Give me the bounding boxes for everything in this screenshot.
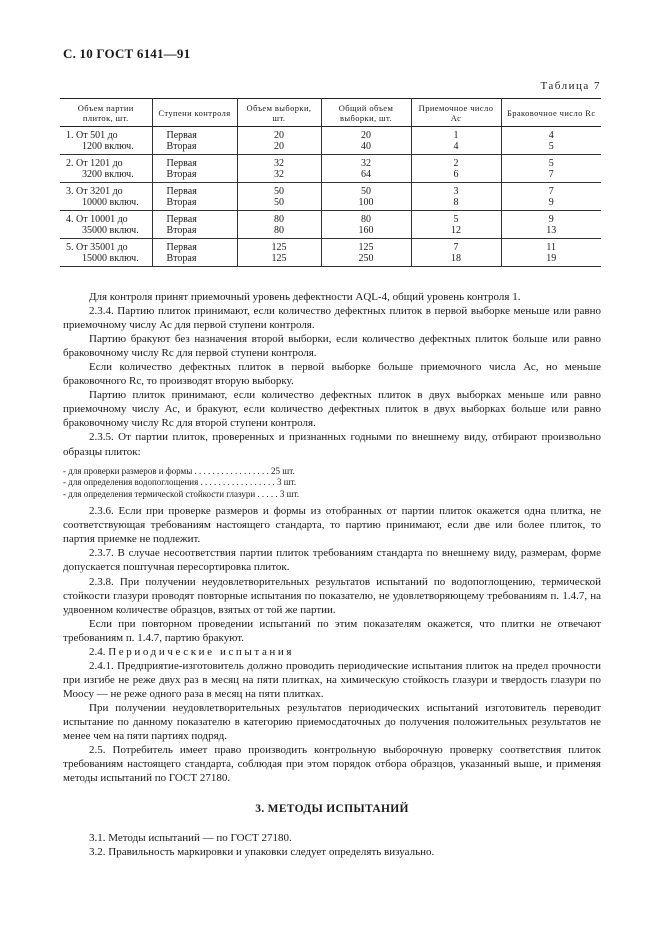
cell-total: 80 160 — [321, 211, 411, 239]
subsection-heading: 2.4. Периодические испытания — [89, 645, 295, 658]
paragraph: 2.5. Потребитель имеет право производить контрольную выборочную проверку соответствия плиток требованиям настоящего стандарта, соблюдая при этом порядок отбора образцов, указанный выше, и применяя методы испытаний по ГОСТ 27180. — [63, 744, 601, 785]
cell-stage: Первая Вторая — [152, 183, 237, 211]
col-header-total: Общий объем выборки, шт. — [321, 99, 411, 127]
table-row — [60, 155, 601, 183]
cell-stage: Первая Вторая — [152, 155, 237, 183]
cell-stage: Первая Вторая — [152, 211, 237, 239]
table-caption: Таблица 7 — [540, 80, 601, 92]
cell-accept: 1 4 — [411, 127, 501, 155]
cell-lot: 5. От 35001 до 15000 включ. — [60, 239, 152, 267]
paragraph: 3.1. Методы испытаний — по ГОСТ 27180. — [89, 832, 292, 845]
paragraph: Если при повторном проведении испытаний по этим показателям окажется, что плитки не отвечают требованиям п. 1.4.7, партию бракуют. — [63, 617, 601, 644]
paragraph: 2.4.1. Предприятие-изготовитель должно проводить периодические испытания плиток на предел прочности при изгибе не реже двух раз в месяц на пяти плитках, на химическую стойкость глазури и твердость глазури по Моосу — не реже одного раза в месяц на пяти плитках. — [63, 659, 601, 700]
cell-accept: 2 6 — [411, 155, 501, 183]
table-row — [60, 239, 601, 267]
cell-sample: 80 80 — [237, 211, 321, 239]
cell-stage: Первая Вторая — [152, 127, 237, 155]
body-text — [63, 290, 601, 859]
paragraph: Партию бракуют без назначения второй выборки, если количество дефектных плиток больше или равно браковочному числу Rс для первой ступени контроля. — [63, 333, 601, 360]
list-item: - для проверки размеров и формы . . . . . . . . . . . . . . . . . 25 шт. — [63, 465, 295, 476]
cell-reject: 7 9 — [501, 183, 601, 211]
cell-total: 50 100 — [321, 183, 411, 211]
cell-accept: 7 18 — [411, 239, 501, 267]
paragraph: 2.3.5. От партии плиток, проверенных и признанных годными по внешнему виду, отбирают произвольно образцы плиток: — [63, 431, 601, 458]
cell-total: 20 40 — [321, 127, 411, 155]
cell-total: 32 64 — [321, 155, 411, 183]
cell-sample: 20 20 — [237, 127, 321, 155]
cell-reject: 9 13 — [501, 211, 601, 239]
cell-sample: 32 32 — [237, 155, 321, 183]
cell-lot: 4. От 10001 до 35000 включ. — [60, 211, 152, 239]
col-header-accept: Приемочное число Ас — [411, 99, 501, 127]
table-row — [60, 211, 601, 239]
col-header-lot: Объем партии плиток, шт. — [60, 99, 152, 127]
cell-reject: 4 5 — [501, 127, 601, 155]
cell-stage: Первая Вторая — [152, 239, 237, 267]
paragraph: 2.3.8. При получении неудовлетворительных результатов испытаний по водопоглощению, термической стойкости глазури проводят повторные испытания по показателю, не удовлетворяющему требованиям п. 1.4.7, на удвоенном количестве образцов, взятых от той же партии. — [63, 575, 601, 616]
paragraph: 2.3.6. Если при проверке размеров и формы из отобранных от партии плиток окажется одна плитка, не соответствующая требованиям настоящего стандарта, то партию принимают, если две или более плиток, то партия приемке не подлежит. — [63, 505, 601, 546]
paragraph: Для контроля принят приемочный уровень дефектности AQL-4, общий уровень контроля 1. — [89, 291, 521, 303]
paragraph: 2.3.7. В случае несоответствия партии плиток требованиям стандарта по внешнему виду, размерам, форме допускается поштучная пересортировка плиток. — [63, 547, 601, 574]
paragraph: Партию плиток принимают, если количество дефектных плиток в двух выборках меньше или равно приемочному числу Ас, и бракуют, если количество дефектных плиток в двух выборках больше или равно браковочному числу Rс для второй ступени контроля. — [63, 389, 601, 430]
cell-lot: 1. От 501 до 1200 включ. — [60, 127, 152, 155]
col-header-stage: Ступени контроля — [152, 99, 237, 127]
cell-reject: 5 7 — [501, 155, 601, 183]
sampling-table — [60, 98, 601, 267]
table-row — [60, 127, 601, 155]
cell-accept: 5 12 — [411, 211, 501, 239]
table-row — [60, 183, 601, 211]
cell-lot: 2. От 1201 до 3200 включ. — [60, 155, 152, 183]
paragraph: При получении неудовлетворительных результатов периодических испытаний изготовитель переводит испытание по данному показателю в категорию приемосдаточных до получения положительных результатов не менее чем на пяти партиях подряд. — [63, 701, 601, 743]
cell-lot: 3. От 3201 до 10000 включ. — [60, 183, 152, 211]
cell-sample: 125 125 — [237, 239, 321, 267]
col-header-sample: Объем выборки, шт. — [237, 99, 321, 127]
cell-reject: 11 19 — [501, 239, 601, 267]
page-header: С. 10 ГОСТ 6141—91 — [63, 46, 191, 61]
cell-sample: 50 50 — [237, 183, 321, 211]
col-header-reject: Браковочное число Rс — [501, 99, 601, 127]
table-header-row — [60, 99, 601, 127]
cell-total: 125 250 — [321, 239, 411, 267]
section-title: 3. МЕТОДЫ ИСПЫТАНИЙ — [255, 803, 409, 816]
list-item: - для определения термической стойкости глазури . . . . . 3 шт. — [63, 489, 300, 500]
paragraph: 2.3.4. Партию плиток принимают, если количество дефектных плиток в первой выборке меньше или равно приемочному числу Ас для первой ступени контроля. — [63, 305, 601, 332]
list-item: - для определения водопоглощения . . . . . . . . . . . . . . . . . 3 шт. — [63, 477, 297, 488]
sample-list — [63, 466, 601, 502]
cell-accept: 3 8 — [411, 183, 501, 211]
paragraph: 3.2. Правильность маркировки и упаковки следует определять визуально. — [89, 846, 435, 859]
paragraph: Если количество дефектных плиток в первой выборке больше приемочного числа Ас, но меньше браковочного Rс, то производят вторую выборку. — [63, 361, 601, 388]
